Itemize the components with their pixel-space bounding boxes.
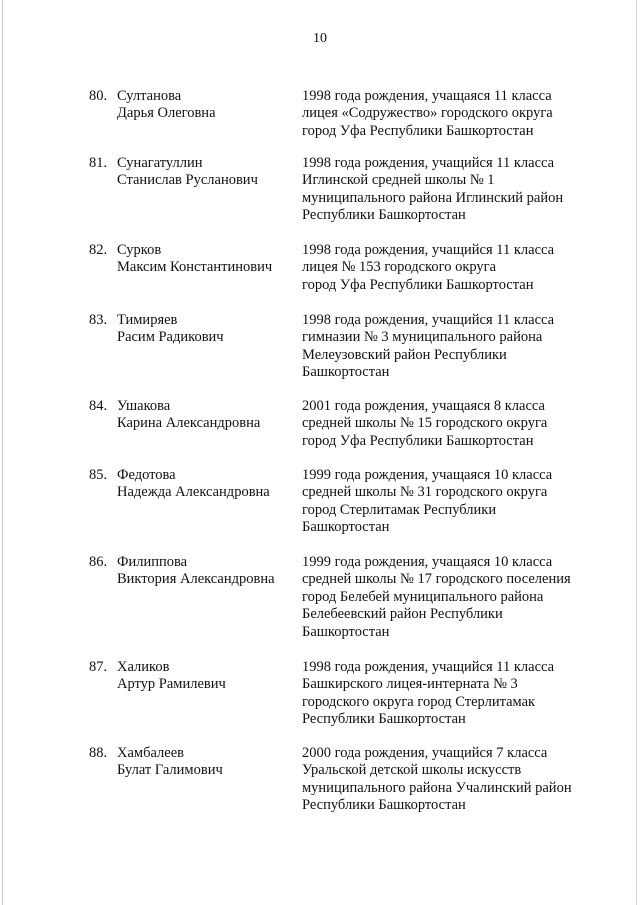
entry-number: 81. <box>89 155 108 171</box>
entry-description-line: 1998 года рождения, учащийся 11 класса <box>302 242 555 258</box>
entry-description-line: город Белебей муниципального района <box>302 588 544 605</box>
entry-description <box>302 745 602 815</box>
entry-description-line: Башкирского лицея-интерната № 3 <box>302 676 518 693</box>
entry-description-line: муниципального района Иглинский район <box>302 189 564 206</box>
entry-description-line: 1998 года рождения, учащийся 11 класса <box>302 312 555 328</box>
entry-description-line: Республики Башкортостан <box>302 711 466 728</box>
entry-given-names: Надежда Александровна <box>117 484 270 501</box>
entry-name <box>117 398 295 433</box>
entry-given-names: Расим Радикович <box>117 329 224 346</box>
entry-description-line: Иглинской средней школы № 1 <box>302 172 495 189</box>
entry-description-line: город Уфа Республики Башкортостан <box>302 122 534 139</box>
entry-surname: Филиппова <box>117 554 188 570</box>
entry-name <box>117 88 295 123</box>
entry-description-line: город Уфа Республики Башкортостан <box>302 276 534 293</box>
entry-description-line: средней школы № 15 городского округа <box>302 415 548 432</box>
entry-description-line: 1998 года рождения, учащаяся 11 класса <box>302 88 552 104</box>
entry-surname: Ушакова <box>117 398 171 414</box>
entry-description-line: лицея «Содружество» городского округа <box>302 105 553 122</box>
entry-description-line: Республики Башкортостан <box>302 797 466 814</box>
entry-description-line: 2000 года рождения, учащийся 7 класса <box>302 745 548 761</box>
entry-number: 87. <box>89 659 108 675</box>
entry-name <box>117 242 295 277</box>
entry-description-line: Республики Башкортостан <box>302 207 466 224</box>
entry-name <box>117 312 295 347</box>
entry-name <box>117 467 295 502</box>
entry-description-line: Башкортостан <box>302 364 390 381</box>
entry-description-line: Мелеузовский район Республики <box>302 346 507 363</box>
entry-description-line: Башкортостан <box>302 519 390 536</box>
page-number: 10 <box>313 31 327 46</box>
entry-surname: Султанова <box>117 88 182 104</box>
entry-description <box>302 242 602 294</box>
entry-number: 86. <box>89 554 108 570</box>
entry-description-line: 1999 года рождения, учащаяся 10 класса <box>302 554 553 570</box>
entry-description <box>302 88 602 140</box>
entry-number: 88. <box>89 745 108 761</box>
entry-description <box>302 659 602 729</box>
entry-description-line: 2001 года рождения, учащаяся 8 класса <box>302 398 545 414</box>
entry-given-names: Виктория Александровна <box>117 571 275 588</box>
entry-given-names: Станислав Русланович <box>117 172 258 189</box>
entry-surname: Сунагатуллин <box>117 155 203 171</box>
entry-surname: Халиков <box>117 659 170 675</box>
entry-number: 84. <box>89 398 108 414</box>
entry-name <box>117 155 295 190</box>
entry-description-line: 1998 года рождения, учащийся 11 класса <box>302 659 555 675</box>
entry-surname: Тимиряев <box>117 312 178 328</box>
entry-number: 80. <box>89 88 108 104</box>
entry-surname: Сурков <box>117 242 162 258</box>
entry-given-names: Артур Рамилевич <box>117 676 226 693</box>
entry-description-line: лицея № 153 городского округа <box>302 259 497 276</box>
entry-number: 85. <box>89 467 108 483</box>
entry-surname: Хамбалеев <box>117 745 184 761</box>
entry-description-line: город Стерлитамак Республики <box>302 501 497 518</box>
entry-description-line: Башкортостан <box>302 623 390 640</box>
entry-description <box>302 398 602 450</box>
entry-description-line: 1999 года рождения, учащаяся 10 класса <box>302 467 553 483</box>
scan-edge-left <box>2 0 3 905</box>
scan-edge-right <box>636 0 637 905</box>
entry-description <box>302 554 602 641</box>
entry-description-line: Уральской детской школы искусств <box>302 762 522 779</box>
entry-description-line: Белебеевский район Республики <box>302 606 503 623</box>
entry-description-line: средней школы № 31 городского округа <box>302 484 548 501</box>
entry-description-line: городского округа город Стерлитамак <box>302 693 536 710</box>
entry-name <box>117 659 295 694</box>
entry-name <box>117 745 295 780</box>
entry-given-names: Булат Галимович <box>117 762 223 779</box>
entry-description-line: муниципального района Учалинский район <box>302 779 572 796</box>
entry-description-line: 1998 года рождения, учащийся 11 класса <box>302 155 555 171</box>
entry-given-names: Карина Александровна <box>117 415 261 432</box>
entry-description <box>302 312 602 382</box>
entry-description-line: город Уфа Республики Башкортостан <box>302 432 534 449</box>
entry-surname: Федотова <box>117 467 176 483</box>
entry-number: 83. <box>89 312 108 328</box>
entry-name <box>117 554 295 589</box>
entry-description-line: гимназии № 3 муниципального района <box>302 329 543 346</box>
entry-given-names: Дарья Олеговна <box>117 105 216 122</box>
entry-description-line: средней школы № 17 городского поселения <box>302 571 571 588</box>
entry-given-names: Максим Константинович <box>117 259 273 276</box>
entry-description <box>302 467 602 537</box>
entry-description <box>302 155 602 225</box>
entry-number: 82. <box>89 242 108 258</box>
